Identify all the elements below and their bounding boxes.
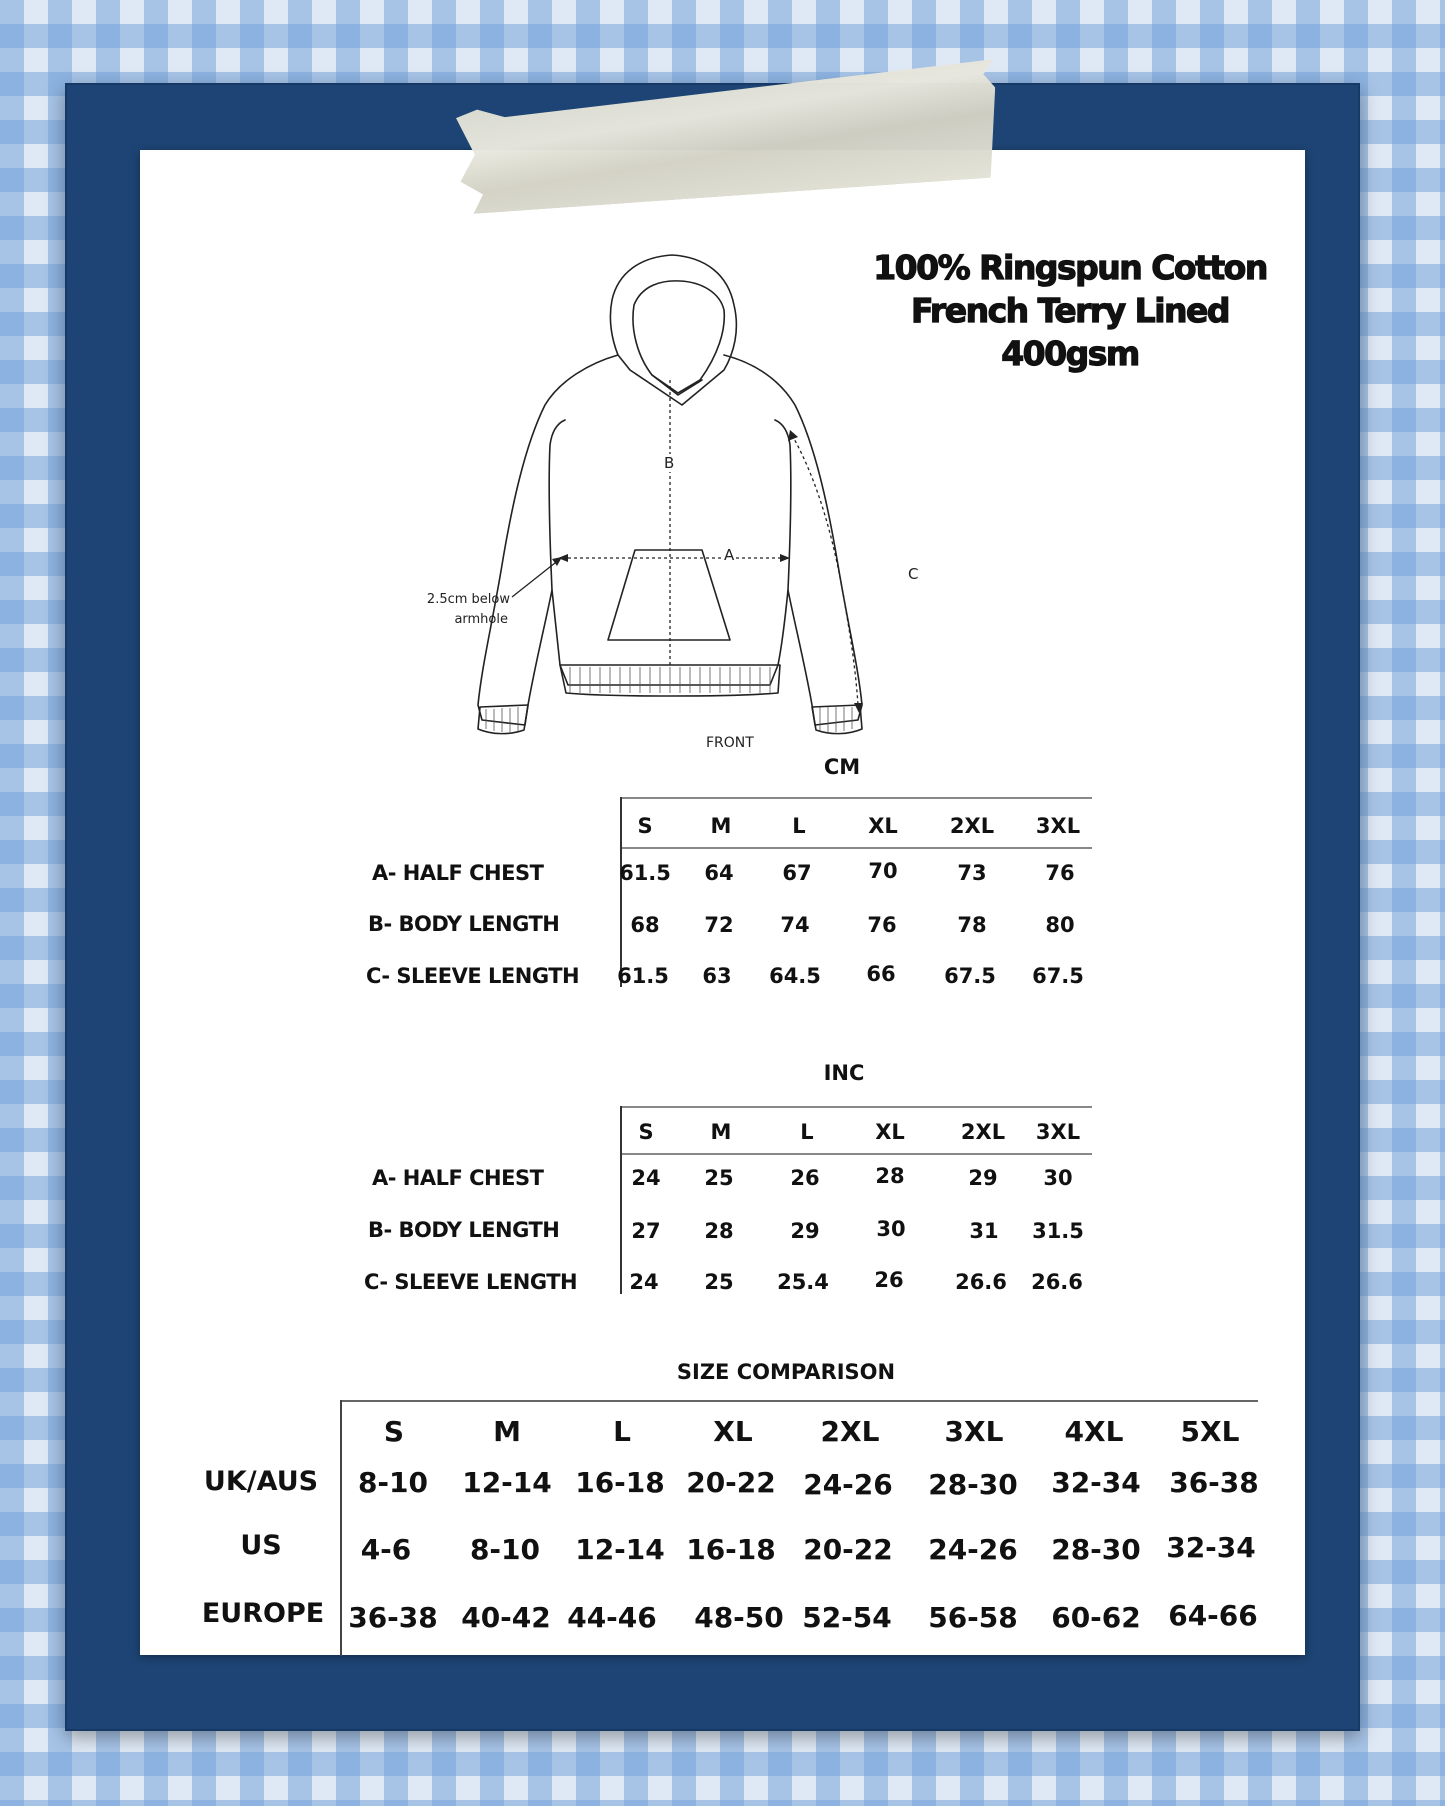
material-line-2: French Terry Lined <box>910 291 1230 330</box>
inc-size-s: S <box>638 1120 654 1144</box>
inc-size-3xl: 3XL <box>1035 1120 1081 1144</box>
comp-uk-aus-xl: 20-22 <box>686 1466 776 1499</box>
cm-size-xl: XL <box>868 814 898 838</box>
comp-uk-aus-2xl: 24-26 <box>803 1468 893 1501</box>
comp-uk-aus-l: 16-18 <box>575 1466 665 1499</box>
inc-sleeve-length-3xl: 26.6 <box>1031 1270 1083 1294</box>
comp-us-l: 12-14 <box>575 1533 665 1566</box>
comp-europe-5xl: 64-66 <box>1168 1599 1258 1632</box>
inc-half-chest-m: 25 <box>704 1166 734 1190</box>
right-cuff <box>812 705 862 734</box>
inc-size-xl: XL <box>875 1120 905 1144</box>
size-comparison-title: SIZE COMPARISON <box>676 1360 896 1384</box>
inc-body-length-2xl: 31 <box>969 1219 999 1243</box>
comp-europe-m: 40-42 <box>461 1601 551 1634</box>
inc-row-label-body-length: B- BODY LENGTH <box>368 1218 560 1242</box>
inc-sleeve-length-2xl: 26.6 <box>955 1270 1007 1294</box>
cm-row-label-half-chest: A- HALF CHEST <box>372 861 544 885</box>
inc-size-m: M <box>710 1120 732 1144</box>
inc-half-chest-l: 26 <box>790 1166 820 1190</box>
comp-us-xl: 16-18 <box>686 1533 776 1566</box>
comparison-rule-top <box>342 1400 1258 1402</box>
cm-size-l: L <box>792 814 806 838</box>
comp-us-4xl: 28-30 <box>1051 1533 1141 1566</box>
material-line-3: 400gsm <box>1001 334 1139 373</box>
inc-half-chest-s: 24 <box>631 1166 661 1190</box>
cm-sleeve-length-xl: 66 <box>866 962 896 986</box>
comp-row-label-uk-aus: UK/AUS <box>203 1466 319 1497</box>
cm-half-chest-l: 67 <box>782 861 812 885</box>
label-b: B <box>664 454 675 472</box>
cm-body-length-m: 72 <box>704 913 734 937</box>
cm-sleeve-length-3xl: 67.5 <box>1032 964 1084 988</box>
comp-size-4xl: 4XL <box>1064 1415 1124 1448</box>
comp-row-label-europe: EUROPE <box>201 1598 325 1629</box>
inc-row-label-sleeve-length: C- SLEEVE LENGTH <box>364 1270 578 1294</box>
inc-table-title: INC <box>823 1061 865 1085</box>
inc-body-length-3xl: 31.5 <box>1032 1219 1084 1243</box>
comp-uk-aus-4xl: 32-34 <box>1051 1466 1141 1499</box>
inc-half-chest-3xl: 30 <box>1043 1166 1073 1190</box>
inc-row-label-half-chest: A- HALF CHEST <box>372 1166 544 1190</box>
comp-europe-xl: 48-50 <box>694 1601 784 1634</box>
cm-table-rule-header <box>622 847 1092 849</box>
measure-c-line <box>792 435 858 705</box>
cm-half-chest-3xl: 76 <box>1045 861 1075 885</box>
comp-us-s: 4-6 <box>360 1533 412 1566</box>
comp-europe-2xl: 52-54 <box>802 1601 892 1634</box>
comp-size-3xl: 3XL <box>944 1415 1004 1448</box>
inc-size-2xl: 2XL <box>960 1120 1006 1144</box>
comp-us-2xl: 20-22 <box>803 1533 893 1566</box>
cm-row-label-body-length: B- BODY LENGTH <box>368 912 560 936</box>
cm-size-s: S <box>637 814 653 838</box>
inc-body-length-l: 29 <box>790 1219 820 1243</box>
cm-sleeve-length-l: 64.5 <box>769 964 821 988</box>
cm-half-chest-xl: 70 <box>868 859 898 883</box>
cm-size-3xl: 3XL <box>1035 814 1081 838</box>
inc-sleeve-length-s: 24 <box>629 1270 659 1294</box>
comp-uk-aus-m: 12-14 <box>462 1466 552 1499</box>
material-line-1: 100% Ringspun Cotton <box>873 248 1267 287</box>
front-view-label: FRONT <box>706 735 754 751</box>
comp-us-m: 8-10 <box>469 1533 541 1566</box>
comp-europe-l: 44-46 <box>567 1601 657 1634</box>
inc-body-length-m: 28 <box>704 1219 734 1243</box>
comp-us-3xl: 24-26 <box>928 1533 1018 1566</box>
cm-body-length-xl: 76 <box>867 913 897 937</box>
hood-outline <box>610 255 736 405</box>
comp-size-xl: XL <box>713 1415 753 1448</box>
inc-body-length-s: 27 <box>631 1219 661 1243</box>
cm-half-chest-2xl: 73 <box>957 861 987 885</box>
comp-us-5xl: 32-34 <box>1166 1531 1256 1564</box>
hood-opening <box>633 281 724 393</box>
cm-body-length-l: 74 <box>780 913 810 937</box>
comp-uk-aus-3xl: 28-30 <box>928 1468 1018 1501</box>
inc-table-rule-top <box>622 1106 1092 1108</box>
inc-sleeve-length-l: 25.4 <box>777 1270 829 1294</box>
comp-size-s: S <box>383 1415 405 1448</box>
cm-half-chest-m: 64 <box>704 861 734 885</box>
cm-sleeve-length-2xl: 67.5 <box>944 964 996 988</box>
comp-size-5xl: 5XL <box>1180 1415 1240 1448</box>
left-cuff <box>478 705 528 734</box>
comp-row-label-us: US <box>240 1530 282 1561</box>
inc-size-l: L <box>800 1120 814 1144</box>
cm-table-title: CM <box>823 755 861 779</box>
cm-size-2xl: 2XL <box>949 814 995 838</box>
comp-europe-3xl: 56-58 <box>928 1601 1018 1634</box>
comp-size-m: M <box>493 1415 521 1448</box>
cm-body-length-3xl: 80 <box>1045 913 1075 937</box>
cm-size-m: M <box>710 814 732 838</box>
cm-sleeve-length-s: 61.5 <box>617 964 669 988</box>
inc-table-rule-header <box>622 1153 1092 1155</box>
comp-europe-4xl: 60-62 <box>1051 1601 1141 1634</box>
kangaroo-pocket <box>608 550 730 640</box>
cm-half-chest-s: 61.5 <box>619 861 671 885</box>
cm-body-length-s: 68 <box>630 913 660 937</box>
inc-half-chest-2xl: 29 <box>968 1166 998 1190</box>
hoodie-diagram <box>390 245 950 765</box>
cm-row-label-sleeve-length: C- SLEEVE LENGTH <box>366 964 580 988</box>
label-c: C <box>908 565 919 583</box>
label-a: A <box>724 546 735 564</box>
armhole-note-line-1: 2.5cm below <box>426 592 510 607</box>
comp-size-2xl: 2XL <box>820 1415 880 1448</box>
cm-sleeve-length-m: 63 <box>702 964 732 988</box>
comp-size-l: L <box>613 1415 631 1448</box>
cm-table-rule-top <box>622 797 1092 799</box>
comp-uk-aus-s: 8-10 <box>357 1466 429 1499</box>
inc-sleeve-length-m: 25 <box>704 1270 734 1294</box>
cm-body-length-2xl: 78 <box>957 913 987 937</box>
comp-europe-s: 36-38 <box>348 1601 438 1634</box>
comp-uk-aus-5xl: 36-38 <box>1169 1466 1259 1499</box>
inc-half-chest-xl: 28 <box>875 1164 905 1188</box>
inc-sleeve-length-xl: 26 <box>874 1268 904 1292</box>
inc-body-length-xl: 30 <box>876 1217 906 1241</box>
armhole-note-line-2: armhole <box>454 612 508 627</box>
